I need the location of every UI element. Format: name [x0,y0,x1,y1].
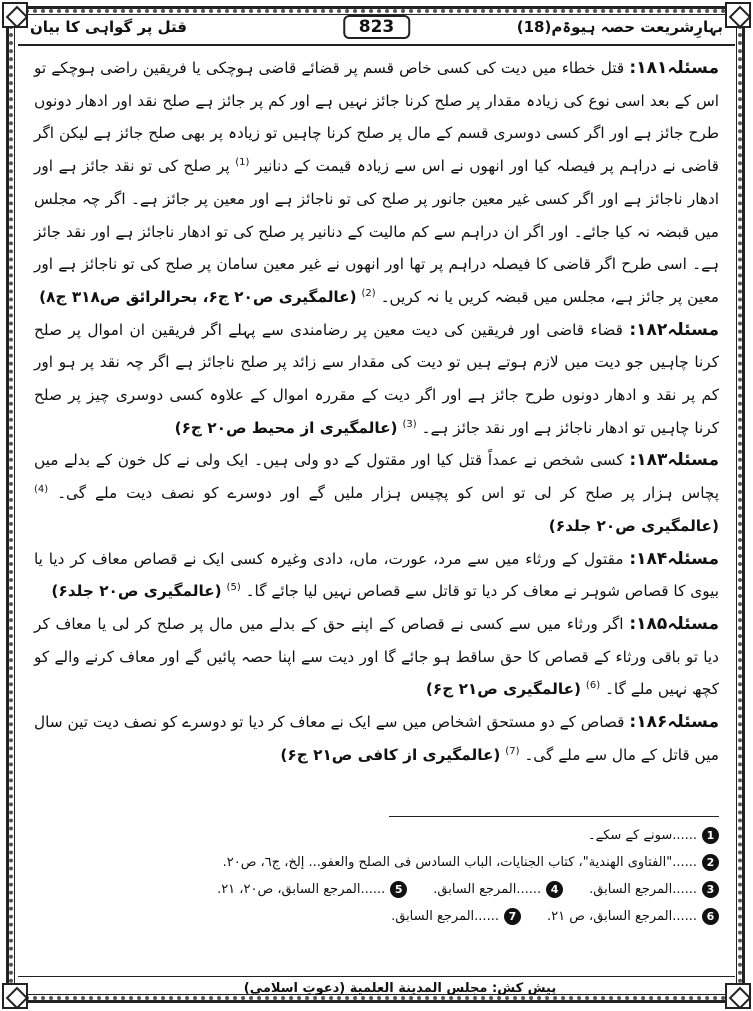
footnote-number-badge: 4 [546,881,563,898]
footnote-number-badge: 1 [702,827,719,844]
footnote-text: ......المرجع السابق. [433,882,542,897]
masala-181 [34,52,719,314]
page-number: 823 [343,15,411,39]
masala-text: قتل خطاء میں دیت کی کسی خاص قسم پر قضائے قاضی ہوچکی یا فریقین راضی ہوچکے تو اس کے بعد اسی نوع کی زیادہ مقدار پر صلح کرنا جائز نہیں ہے اور کم پر جائز ہے صلح نقد اور ادھار دونوں طرح جائز ہے اور اگر کسی دوسری قسم کے مال پر صلح کرنا چاہیں تو زیادہ پر بھی صلح جائز ہے لیکن اگر قاضی نے دراہم پر فیصلہ کیا اور انھوں نے اس سے زیادہ قیمت کے دنانیر [34,59,719,176]
footnote-text: ......سونے کے سکے۔ [587,828,697,843]
footnote-ref[interactable]: (7) [505,745,520,757]
book-part: بہارِشریعت حصہ ہیوۃم(18) [516,18,723,36]
footnote-ref[interactable]: (6) [585,680,601,692]
masala-186 [34,706,719,771]
footnote-item [433,881,563,898]
masala-text: اگر ورثاء میں سے کسی نے قصاص کے اپنے حق کے بدلے میں مال پر صلح کر لی یا معاف کر دیا تو باقی ورثاء کے قصاص کا حق ساقط ہو جائے گا اور دیت سے اپنا حصہ پائیں گے اور معاف کرنے والے کو کچھ نہیں ملے گا۔ [34,614,719,699]
footnote-item [391,908,521,925]
chapter-title: قتل پر گواہی کا بیان [30,18,187,36]
footer-divider [18,976,735,977]
footnotes-divider [389,816,719,817]
masala-183 [34,444,719,542]
footnote-text: ......المرجع السابق. [589,882,697,897]
masala-185 [34,608,719,706]
masala-reference: (عالمگیری ص۲۰ جلد۶) [51,582,222,601]
masala-182 [34,314,719,445]
footnote-ref[interactable]: (2) [361,287,376,299]
main-content [34,52,719,771]
footnote-row [34,903,719,930]
footnote-item [223,854,719,871]
masala-reference: (عالمگیری از کافی ص۲۱ ج۶) [280,745,501,764]
footnote-text: ......المرجع السابق، ص٢٠، ٢١. [217,882,386,897]
footnote-ref[interactable]: (4) [34,484,49,496]
masala-text: پر صلح کی تو نقد جائز ہے اور ادھار ناجائز ہے اور اگر کسی غیر معین جانور پر صلح کی تو ناجائز ہے اور معین پر جائز ہے۔ اگر چہ مجلس میں قبضہ نہ کیا جائے۔ اور اگر ان دراہم سے کم مالیت کے دنانیر پر صلح کی تو ادھار ناجائز ہے اور نقد جائز ہے۔ اسی طرح اگر قاضی کا فیصلہ دراہم پر تھا اور انھوں نے غیر معین سامان پر صلح کی تو ناجائز ہے اور معین پر جائز ہے، مجلس میں قبضہ کریں یا نہ کریں۔ [34,157,719,306]
footnote-row [34,849,719,876]
masala-184 [34,543,719,608]
footnote-item [547,908,719,925]
footnote-item [589,881,719,898]
masala-reference: (عالمگیری از محیط ص۲۰ ج۶) [174,418,398,437]
publisher-name: مجلس المدینة العلمیة [349,981,488,996]
footnote-number-badge: 3 [702,881,719,898]
footnote-text: ......"الفتاوی الھندیة"، کتاب الجنایات، الباب السادس فی الصلح والعفو... إلخ، ج٦، ص٢٠. [222,855,697,870]
footnote-ref[interactable]: (3) [402,418,417,430]
footnotes [34,822,719,930]
footnote-number-badge: 6 [702,908,719,925]
page-header [18,18,735,40]
page-footer [230,981,570,996]
masala-label: مسئلہ۱۸۶: [629,712,719,733]
footnote-number-badge: 2 [702,854,719,871]
masala-reference: (عالمگیری ص۲۰ ج۶، بحرالرائق ص۳۱۸ ج۸) [39,287,357,306]
footnote-row [34,822,719,849]
footnote-item [588,827,719,844]
masala-text: قضاء قاضی اور فریقین کی دیت معین پر رضامندی سے پہلے اگر فریقین ان اموال پر صلح کرنا چاہیں جو دیت میں لازم ہوتے ہیں تو دیت کی مقدار سے زائد پر صلح ناجائز ہے اگر چہ نقد پر ہو اور کم پر نقد و ادھار دونوں طرح جائز ہے اور اگر دیت کے مقررہ اموال کے علاوہ کسی دوسری چیز پر صلح کرنا چاہیں تو ادھار ناجائز ہے اور نقد جائز ہے۔ [34,320,719,437]
masala-label: مسئلہ۱۸۲: [629,319,719,340]
masala-label: مسئلہ۱۸۳: [629,450,719,471]
footnote-number-badge: 7 [504,908,521,925]
masala-text: قصاص کے دو مستحق اشخاص میں سے ایک نے معاف کر دیا تو دوسرے کو نصف دیت تین سال میں قاتل کے مال سے ملے گی۔ [34,713,719,764]
masala-text: مقتول کے ورثاء میں سے مرد، عورت، ماں، دادی وغیرہ کسی ایک نے قصاص معاف کر دیا یا بیوی کا قصاص شوہر نے معاف کر دیا تو قاتل سے قصاص نہیں لیا جائے گا۔ [34,549,719,601]
corner-ornament [2,983,28,1009]
masala-label: مسئلہ۱۸۱: [629,58,719,78]
masala-reference: (عالمگیری ص۲۰ جلد۶) [548,516,719,535]
masala-text: کسی شخص نے عمداً قتل کیا اور مقتول کے دو ولی ہیں۔ ایک ولی نے کل خون کے بدلے میں پچاس ہزار پر صلح کر لی تو اس کو پچیس ہزار ملیں گے اور دوسرے کو نصف دیت ملے گی۔ [34,451,719,503]
masala-label: مسئلہ۱۸۴: [629,548,719,569]
masala-reference: (عالمگیری ص۲۱ ج۶) [425,680,582,699]
corner-ornament [725,983,751,1009]
header-divider [18,44,735,46]
footnote-item [217,881,407,898]
footnote-row [34,876,719,903]
masala-label: مسئلہ۱۸۵: [629,613,719,634]
footer-prefix: پیش کش: [492,981,557,996]
footnote-text: ......المرجع السابق. [391,909,499,924]
footnote-ref[interactable]: (1) [235,157,250,169]
footnote-ref[interactable]: (5) [226,582,241,594]
footnote-text: ......المرجع السابق، ص ٢١. [546,909,697,924]
footnote-number-badge: 5 [390,881,407,898]
publisher-suffix: (دعوتِ اسلامی) [243,981,346,996]
